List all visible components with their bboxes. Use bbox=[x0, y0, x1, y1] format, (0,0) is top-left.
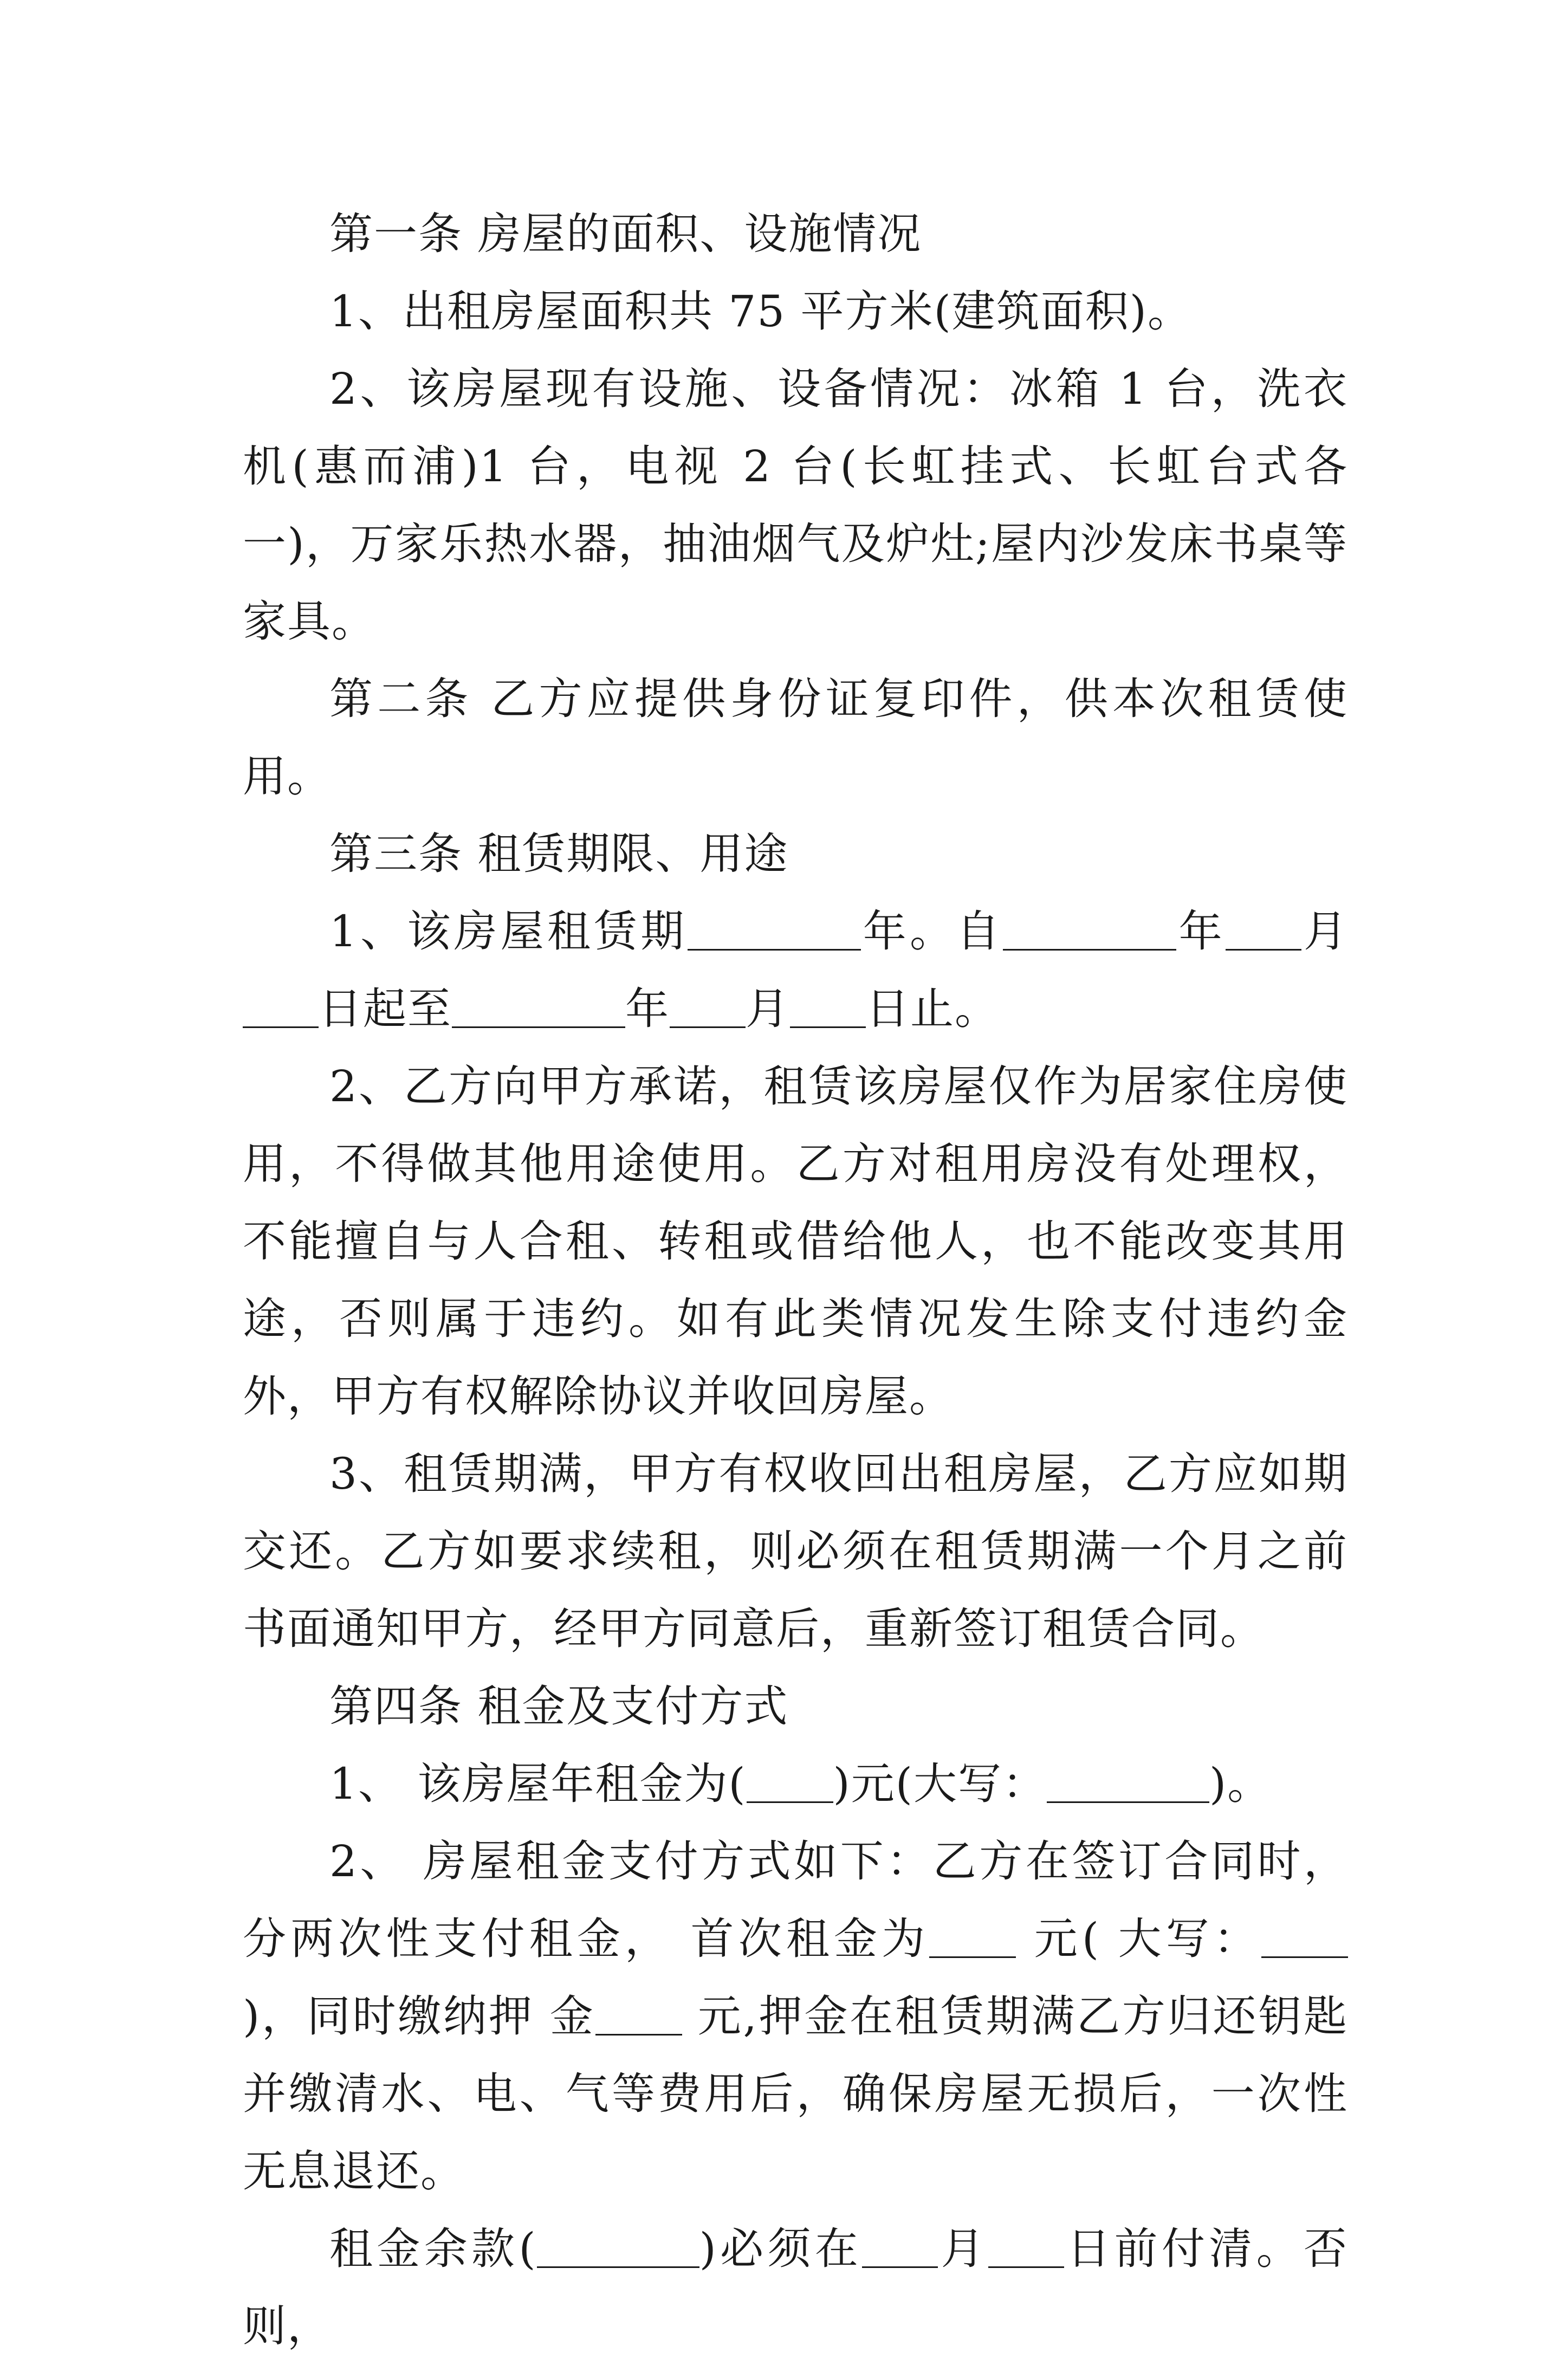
article-4-item-2 bbox=[243, 1823, 1348, 2210]
text-segment: 日前付清。否则， bbox=[243, 2224, 1349, 2351]
blank-line bbox=[747, 1767, 833, 1803]
blank-line bbox=[790, 992, 866, 1028]
blank-line bbox=[1003, 914, 1176, 951]
blank-line bbox=[1047, 1767, 1209, 1803]
blank-line bbox=[862, 2232, 938, 2268]
text-segment: )，同时缴纳押 金 bbox=[243, 1991, 595, 2041]
text-segment: 年 bbox=[1176, 906, 1226, 957]
text-segment: 元,押金在租赁期满乙方归还钥匙并缴清水、电、气等费用后，确保房屋无损后，一次性无息退还。 bbox=[243, 1991, 1348, 2196]
blank-line bbox=[243, 992, 319, 1028]
contract-body bbox=[243, 195, 1348, 2365]
article-3-title: 第三条 租赁期限、用途 bbox=[329, 829, 789, 879]
text-segment: 年 bbox=[625, 984, 670, 1034]
article-4-title: 第四条 租金及支付方式 bbox=[329, 1681, 789, 1731]
blank-line bbox=[670, 992, 746, 1028]
text-segment: 月 bbox=[1301, 906, 1349, 957]
text-segment: 日止。 bbox=[866, 984, 999, 1034]
article-2: 第二条 乙方应提供身份证复印件，供本次租赁使用。 bbox=[243, 674, 1348, 802]
article-1-title: 第一条 房屋的面积、设施情况 bbox=[329, 209, 922, 259]
text-segment: 1、 该房屋年租金为( bbox=[329, 1759, 747, 1809]
blank-line bbox=[595, 1999, 682, 2036]
text-segment: 日起至 bbox=[319, 984, 452, 1034]
text-segment: 月 bbox=[746, 984, 790, 1034]
text-segment: )必须在 bbox=[699, 2224, 863, 2274]
article-4-item-3 bbox=[243, 2210, 1348, 2365]
blank-line bbox=[688, 914, 861, 951]
blank-line bbox=[1261, 1922, 1348, 1958]
text-segment: 年。自 bbox=[860, 906, 1003, 957]
article-1-item-1: 1、出租房屋面积共 75 平方米(建筑面积)。 bbox=[329, 286, 1192, 337]
blank-line bbox=[537, 2232, 699, 2268]
article-4-item-1 bbox=[243, 1745, 1348, 1823]
blank-line bbox=[1226, 914, 1301, 951]
text-segment: )元(大写： bbox=[833, 1759, 1047, 1809]
article-3-item-2: 2、乙方向甲方承诺，租赁该房屋仅作为居家住房使用，不得做其他用途使用。乙方对租用房没有处理权，不能擅自与人合租、转租或借给他人，也不能改变其用途，否则属于违约。如有此类情况发生除支付违约金外，甲方有权解除协议并收回房屋。 bbox=[243, 1061, 1348, 1421]
text-segment: 1、该房屋租赁期 bbox=[329, 906, 688, 957]
text-segment: 元( 大写： bbox=[1016, 1914, 1261, 1964]
article-1-item-2: 2、该房屋现有设施、设备情况：冰箱 1 台，洗衣机(惠而浦)1 台，电视 2 台(长虹挂式、长虹台式各一)，万家乐热水器，抽油烟气及炉灶;屋内沙发床书桌等家具。 bbox=[243, 364, 1348, 647]
text-segment: 月 bbox=[938, 2224, 988, 2274]
blank-line bbox=[929, 1922, 1016, 1958]
text-segment: 租金余款( bbox=[329, 2224, 537, 2274]
blank-line bbox=[988, 2232, 1064, 2268]
article-3-item-1 bbox=[243, 893, 1348, 1048]
text-segment: 2、 房屋租金支付方式如下：乙方在签订合同时，分两次性支付租金， 首次租金为 bbox=[243, 1836, 1348, 1964]
text-segment: )。 bbox=[1209, 1759, 1272, 1809]
article-3-item-3: 3、租赁期满，甲方有权收回出租房屋，乙方应如期交还。乙方如要求续租，则必须在租赁期满一个月之前书面通知甲方，经甲方同意后，重新签订租赁合同。 bbox=[243, 1449, 1348, 1654]
blank-line bbox=[452, 992, 625, 1028]
